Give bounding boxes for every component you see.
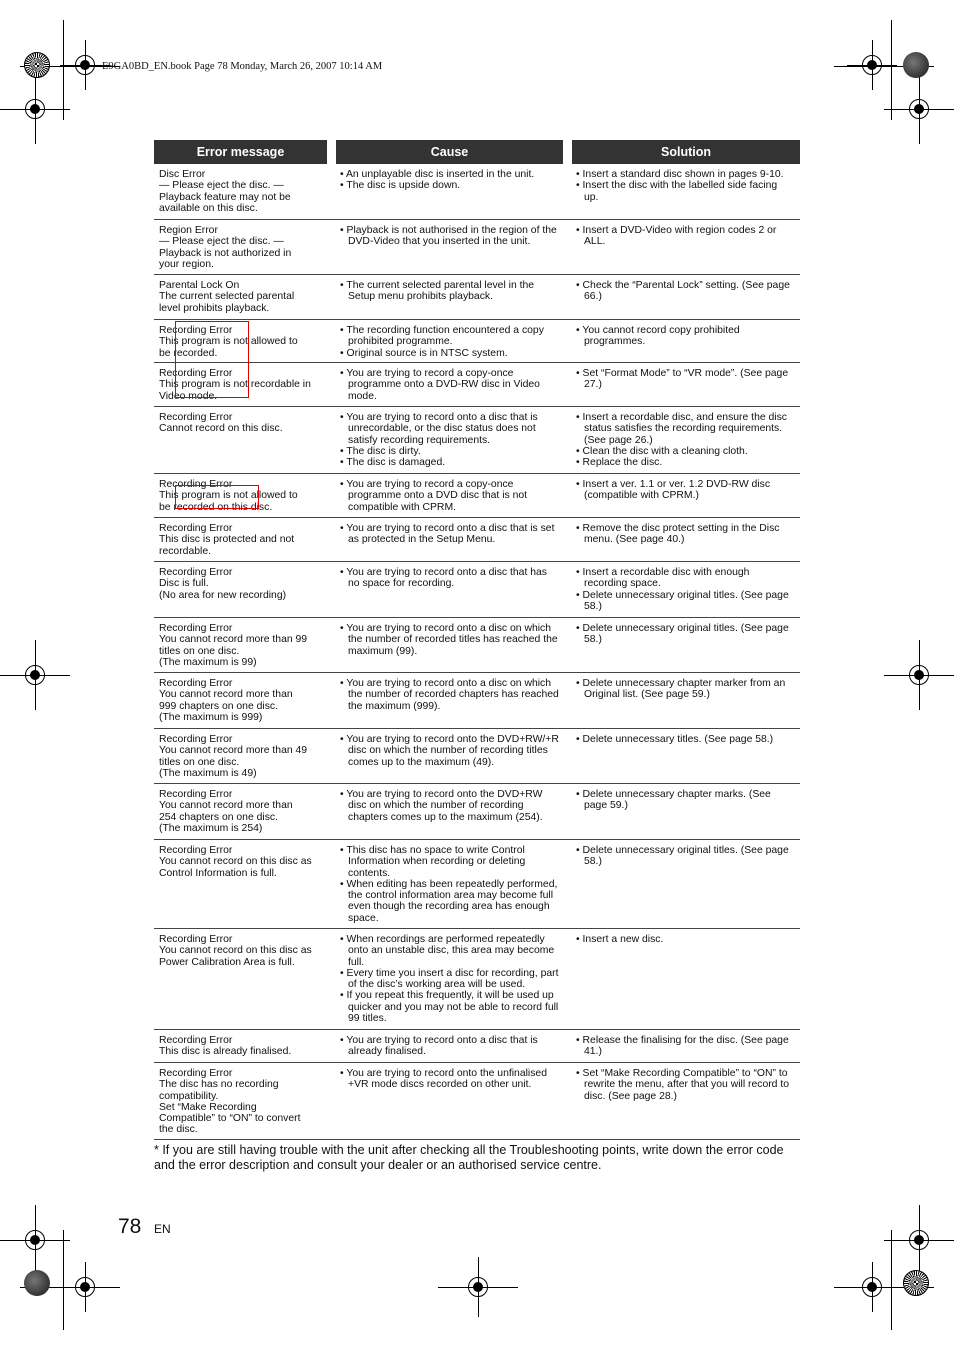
solution-bullet: • Insert a ver. 1.1 or ver. 1.2 DVD-RW disc (compatible with CPRM.): [576, 479, 794, 502]
cause-bullet: • Every time you insert a disc for recording, part of the disc’s working area will be used.: [340, 968, 560, 991]
cause-cell: [340, 567, 560, 590]
cause-bullet: • You are trying to record onto the DVD+RW/+R disc on which the number of recording titles comes up to the maximum (49).: [340, 734, 560, 768]
registration-mark-icon: [904, 1225, 934, 1255]
table-row: [154, 929, 800, 1030]
error-line: This program is not allowed to: [159, 490, 298, 502]
cause-bullet: • The disc is damaged.: [340, 457, 560, 468]
error-line: Recording Error: [159, 1068, 233, 1079]
table-row: [154, 729, 800, 784]
cause-bullet: • When editing has been repeatedly performed, the control information area may become full even though the recording area has enough space.: [340, 879, 560, 924]
footnote: [154, 1143, 804, 1173]
cause-cell: [340, 734, 560, 768]
solution-cell: [576, 1035, 794, 1058]
solution-bullet: • Set “Format Mode” to “VR mode”. (See page 27.): [576, 368, 794, 391]
error-line: This disc is protected and not: [159, 534, 295, 546]
cause-cell: [340, 678, 560, 712]
solution-cell: [576, 169, 794, 203]
gray-ball-icon: [24, 1270, 50, 1296]
solution-bullet: • Clean the disc with a cleaning cloth.: [576, 446, 794, 457]
error-line: Compatible” to “ON” to convert: [159, 1113, 301, 1125]
cause-bullet: • The recording function encountered a copy prohibited programme.: [340, 325, 560, 348]
solution-header: Solution: [572, 140, 800, 164]
error-line: Region Error: [159, 225, 218, 236]
cause-bullet: • If you repeat this frequently, it will be used up quicker and you may not be able to record full 99 titles.: [340, 990, 560, 1024]
cause-cell: [340, 523, 560, 546]
cause-bullet: • You are trying to record a copy-once programme onto a DVD disc that is not compatible with CPRM.: [340, 479, 560, 513]
error-line: This program is not recordable in: [159, 379, 311, 391]
annotation-box: [175, 485, 259, 509]
error-line: Parental Lock On: [159, 280, 240, 291]
footnote-line: and the error description and consult your dealer or an authorised service centre.: [154, 1158, 602, 1172]
error-line: Power Calibration Area is full.: [159, 956, 295, 968]
solution-cell: [576, 845, 794, 868]
error-line: Recording Error: [159, 623, 233, 634]
error-line: titles on one disc.: [159, 645, 240, 657]
error-message-cell: [159, 789, 329, 834]
table-row: [154, 673, 800, 729]
table-row: [154, 220, 800, 275]
page-language: EN: [154, 1222, 171, 1236]
error-message-header: Error message: [154, 140, 327, 164]
cause-bullet: • You are trying to record onto a disc on which the number of recorded titles has reached the maximum (99).: [340, 623, 560, 657]
solution-cell: [576, 479, 794, 502]
solution-bullet: • Replace the disc.: [576, 457, 794, 468]
error-line: Recording Error: [159, 1035, 233, 1046]
error-line: be recorded.: [159, 347, 218, 359]
table-row: [154, 407, 800, 474]
error-line: Recording Error: [159, 845, 233, 856]
error-line: (The maximum is 49): [159, 767, 257, 779]
registration-mark-icon: [904, 660, 934, 690]
table-row: [154, 518, 800, 562]
cause-cell: [340, 412, 560, 468]
solution-cell: [576, 789, 794, 812]
table-row: [154, 164, 800, 220]
cause-cell: [340, 789, 560, 823]
solution-cell: [576, 734, 794, 745]
error-line: This program is not allowed to: [159, 336, 298, 348]
error-line: (The maximum is 254): [159, 822, 263, 834]
gray-ball-icon: [903, 52, 929, 78]
error-line: compatibility.: [159, 1090, 219, 1102]
solution-bullet: • Release the finalising for the disc. (See page 41.): [576, 1035, 794, 1058]
error-line: (The maximum is 999): [159, 711, 263, 723]
error-line: your region.: [159, 258, 214, 270]
error-line: This disc is already finalised.: [159, 1046, 292, 1058]
error-line: Recording Error: [159, 479, 233, 490]
error-line: Cannot record on this disc.: [159, 423, 283, 435]
error-line: Playback is not authorized in: [159, 247, 292, 259]
cause-bullet: • The disc is upside down.: [340, 180, 560, 191]
cause-cell: [340, 225, 560, 248]
error-line: — Please eject the disc. —: [159, 180, 284, 192]
registration-mark-icon: [20, 1225, 50, 1255]
solution-bullet: • Remove the disc protect setting in the Disc menu. (See page 40.): [576, 523, 794, 546]
error-line: 254 chapters on one disc.: [159, 811, 278, 823]
cause-cell: [340, 479, 560, 513]
solution-cell: [576, 280, 794, 303]
error-line: Video mode.: [159, 390, 218, 402]
error-line: Recording Error: [159, 734, 233, 745]
error-message-cell: [159, 1068, 329, 1136]
solution-bullet: • Delete unnecessary original titles. (See page 58.): [576, 845, 794, 868]
cause-cell: [340, 169, 560, 192]
cause-cell: [340, 845, 560, 924]
error-line: (No area for new recording): [159, 589, 287, 601]
solution-bullet: • Delete unnecessary titles. (See page 58.): [576, 734, 794, 745]
cause-bullet: • This disc has no space to write Control Information when recording or deleting contents.: [340, 845, 560, 879]
table-row: [154, 618, 800, 673]
error-line: titles on one disc.: [159, 756, 240, 768]
crop-line: [63, 1230, 64, 1330]
book-header: E9GA0BD_EN.book Page 78 Monday, March 26, 2007 10:14 AM: [102, 61, 383, 72]
solution-bullet: • Delete unnecessary original titles. (See page 58.): [576, 590, 794, 613]
registration-mark-icon: [904, 94, 934, 124]
solution-bullet: • Delete unnecessary chapter marks. (See page 59.): [576, 789, 794, 812]
registration-mark-icon: [857, 1272, 887, 1302]
error-line: Recording Error: [159, 412, 233, 423]
error-line: Disc is full.: [159, 578, 209, 590]
star-target-icon: [24, 52, 50, 78]
error-message-cell: [159, 845, 329, 879]
registration-mark-icon: [70, 1272, 100, 1302]
error-line: be recorded on this disc.: [159, 501, 273, 513]
solution-bullet: • Delete unnecessary chapter marker from an Original list. (See page 59.): [576, 678, 794, 701]
table-row: [154, 1030, 800, 1063]
error-line: Recording Error: [159, 368, 233, 379]
table-row: [154, 363, 800, 407]
registration-mark-icon: [70, 50, 100, 80]
solution-bullet: • Insert a recordable disc, and ensure the disc status satisfies the recording requirements. (See page 26.): [576, 412, 794, 446]
error-line: You cannot record on this disc as: [159, 945, 312, 957]
error-line: You cannot record more than 99: [159, 634, 308, 646]
registration-mark-icon: [20, 660, 50, 690]
page-number: 78: [118, 1215, 142, 1238]
error-message-cell: [159, 734, 329, 779]
error-line: (The maximum is 99): [159, 656, 257, 668]
error-table: [154, 164, 800, 1140]
solution-cell: [576, 225, 794, 248]
table-row: [154, 320, 800, 363]
error-message-cell: [159, 169, 329, 214]
table-row: [154, 784, 800, 840]
cause-bullet: • The disc is dirty.: [340, 446, 560, 457]
error-line: Playback feature may not be: [159, 191, 291, 203]
cause-cell: [340, 934, 560, 1024]
annotation-box: [175, 321, 249, 398]
error-message-cell: [159, 523, 329, 557]
solution-cell: [576, 325, 794, 348]
cause-cell: [340, 280, 560, 303]
crop-line: [63, 20, 64, 120]
table-row: [154, 275, 800, 320]
solution-bullet: • Insert the disc with the labelled side facing up.: [576, 180, 794, 203]
error-line: Recording Error: [159, 789, 233, 800]
cause-bullet: • You are trying to record onto a disc that is unrecordable, or the disc status does not satisfy recording requirements.: [340, 412, 560, 446]
cause-bullet: • Playback is not authorised in the region of the DVD-Video that you inserted in the unit.: [340, 225, 560, 248]
cause-bullet: • You are trying to record onto the unfinalised +VR mode discs recorded on other unit.: [340, 1068, 560, 1091]
error-line: the disc.: [159, 1124, 198, 1136]
error-line: You cannot record more than: [159, 689, 293, 701]
error-line: The current selected parental: [159, 291, 295, 303]
cause-bullet: • An unplayable disc is inserted in the unit.: [340, 169, 560, 180]
error-line: level prohibits playback.: [159, 302, 270, 314]
cause-cell: [340, 1068, 560, 1091]
cause-bullet: • You are trying to record onto a disc that is set as protected in the Setup Menu.: [340, 523, 560, 546]
solution-cell: [576, 623, 794, 646]
error-line: — Please eject the disc. —: [159, 236, 284, 248]
cause-bullet: • When recordings are performed repeatedly onto an unstable disc, this area may become full.: [340, 934, 560, 968]
registration-mark-icon: [20, 94, 50, 124]
error-message-cell: [159, 934, 329, 968]
error-line: Recording Error: [159, 678, 233, 689]
cause-bullet: • You are trying to record onto a disc that is already finalised.: [340, 1035, 560, 1058]
solution-cell: [576, 368, 794, 391]
cause-bullet: • You are trying to record onto the DVD+RW disc on which the number of recording chapters comes up to the maximum (254).: [340, 789, 560, 823]
error-line: Disc Error: [159, 169, 206, 180]
error-line: available on this disc.: [159, 202, 258, 214]
cause-cell: [340, 623, 560, 657]
cause-cell: [340, 1035, 560, 1058]
error-message-cell: [159, 412, 329, 435]
error-message-cell: [159, 1035, 329, 1058]
error-message-cell: [159, 225, 329, 270]
cause-bullet: • You are trying to record onto a disc on which the number of recorded chapters has reached the maximum (999).: [340, 678, 560, 712]
solution-bullet: • Set “Make Recording Compatible” to “ON” to rewrite the menu, after that you will record to disc. (See page 28.): [576, 1068, 794, 1102]
error-line: Recording Error: [159, 567, 233, 578]
error-line: The disc has no recording: [159, 1079, 279, 1091]
error-line: You cannot record more than 49: [159, 745, 308, 757]
table-row: [154, 1063, 800, 1140]
error-line: Recording Error: [159, 934, 233, 945]
error-line: recordable.: [159, 545, 211, 557]
solution-bullet: • Delete unnecessary original titles. (See page 58.): [576, 623, 794, 646]
cause-header: Cause: [336, 140, 563, 164]
star-target-icon: [903, 1270, 929, 1296]
error-message-cell: [159, 678, 329, 723]
error-message-cell: [159, 280, 329, 314]
registration-mark-icon: [857, 50, 887, 80]
error-line: Set “Make Recording: [159, 1101, 257, 1113]
solution-cell: [576, 412, 794, 468]
solution-bullet: • Insert a new disc.: [576, 934, 794, 945]
error-line: Recording Error: [159, 325, 233, 336]
solution-cell: [576, 567, 794, 612]
table-row: [154, 840, 800, 929]
solution-bullet: • You cannot record copy prohibited programmes.: [576, 325, 794, 348]
registration-mark-icon: [463, 1272, 493, 1302]
error-message-cell: [159, 567, 329, 601]
solution-bullet: • Insert a recordable disc with enough recording space.: [576, 567, 794, 590]
cause-bullet: • Original source is in NTSC system.: [340, 348, 560, 359]
cause-bullet: • The current selected parental level in the Setup menu prohibits playback.: [340, 280, 560, 303]
table-row: [154, 562, 800, 618]
error-line: You cannot record more than: [159, 800, 293, 812]
solution-bullet: • Insert a standard disc shown in pages 9-10.: [576, 169, 794, 180]
cause-cell: [340, 368, 560, 402]
solution-bullet: • Check the “Parental Lock” setting. (See page 66.): [576, 280, 794, 303]
solution-bullet: • Insert a DVD-Video with region codes 2 or ALL.: [576, 225, 794, 248]
error-line: Recording Error: [159, 523, 233, 534]
crop-line: [891, 1230, 892, 1330]
error-line: You cannot record on this disc as: [159, 856, 312, 868]
cause-cell: [340, 325, 560, 359]
error-line: Control Information is full.: [159, 867, 277, 879]
error-line: 999 chapters on one disc.: [159, 700, 278, 712]
cause-bullet: • You are trying to record onto a disc that has no space for recording.: [340, 567, 560, 590]
solution-cell: [576, 1068, 794, 1102]
error-message-cell: [159, 623, 329, 668]
solution-cell: [576, 523, 794, 546]
solution-cell: [576, 678, 794, 701]
footnote-line: * If you are still having trouble with the unit after checking all the Troubleshooting points, write down the error code: [154, 1143, 784, 1157]
cause-bullet: • You are trying to record a copy-once programme onto a DVD-RW disc in Video mode.: [340, 368, 560, 402]
crop-line: [891, 20, 892, 120]
solution-cell: [576, 934, 794, 945]
